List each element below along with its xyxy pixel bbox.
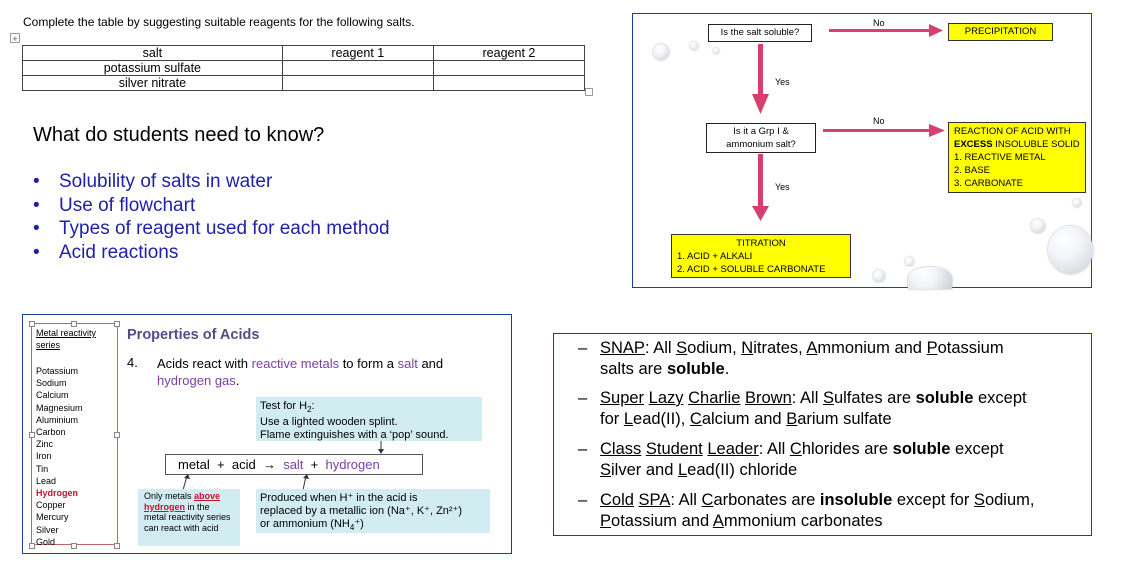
seg: sulfate (838, 410, 892, 428)
eq-hydrogen: hydrogen (325, 457, 380, 472)
cell-reagent-2[interactable] (433, 61, 584, 76)
no-label-2: No (873, 116, 885, 126)
excess-line2 (954, 138, 1080, 151)
note2-line3 (260, 518, 486, 534)
table-move-handle[interactable]: + (10, 33, 20, 43)
note2-line3-post: ⁺) (354, 518, 364, 530)
rule-sulfates (578, 388, 1078, 430)
header-reagent-2: reagent 2 (433, 46, 584, 61)
seg: : All (791, 389, 823, 407)
list-item: Gold (36, 536, 56, 547)
yes-label-2: Yes (775, 182, 790, 192)
ul: P (600, 512, 612, 530)
question-grp1-box (706, 123, 816, 153)
table-resize-handle[interactable] (585, 88, 593, 96)
point-end: . (235, 373, 240, 388)
seg: hlorides (801, 440, 860, 458)
seg: arium (797, 410, 839, 428)
test-sub: 2 (307, 405, 312, 415)
rule-text (600, 439, 1078, 481)
list-item-text: Solubility of salts in water (59, 171, 273, 192)
rule-snap (578, 338, 1078, 380)
seg: , (680, 410, 690, 428)
ul: S (822, 389, 834, 407)
ul: rown (756, 389, 792, 407)
need-to-know-list (33, 170, 390, 264)
seg: and (641, 461, 678, 479)
list-item: Carbon (36, 427, 66, 438)
eq-plus: + (310, 457, 319, 472)
excess-line1: REACTION OF ACID WITH (954, 126, 1071, 137)
titration-item: 2. ACID + SOLUBLE CARBONATE (677, 264, 826, 275)
seg: . (724, 360, 730, 378)
insoluble-bold: insoluble (819, 491, 893, 509)
list-item: Magnesium (36, 402, 83, 413)
list-item-text: Types of reagent used for each method (59, 218, 390, 239)
ul: tudent (656, 440, 703, 458)
arrow-test-to-hydrogen (378, 441, 384, 454)
seg: are (859, 440, 893, 458)
list-item-text: Acid reactions (59, 241, 179, 263)
precipitation-text: PRECIPITATION (964, 26, 1037, 37)
header-salt: salt (23, 46, 283, 61)
titration-box (671, 234, 851, 278)
salt-flowchart (632, 13, 1092, 288)
rule-chlorides (578, 439, 1078, 481)
arrow-yes-1 (752, 44, 769, 114)
table-row (23, 61, 585, 76)
ul: L (648, 389, 658, 407)
eq-acid: acid (231, 457, 256, 472)
need-to-know-title: What do students need to know? (33, 124, 325, 146)
test-colon: : (311, 400, 315, 412)
table-instruction: Complete the table by suggesting suitable reagents for the following salts. (23, 15, 415, 29)
table-row (23, 76, 585, 91)
cell-reagent-1[interactable] (282, 61, 433, 76)
ul: L (707, 440, 717, 458)
ul: harlie (700, 389, 741, 407)
seg: arbonates (713, 491, 787, 509)
ul: S (600, 389, 612, 407)
list-item-text: Use of flowchart (59, 194, 196, 216)
list-item: Zinc (36, 439, 54, 450)
note1-rest: in the metal reactivity series can react with acid (144, 501, 231, 533)
ul: NAP (611, 339, 645, 357)
seg: odium, (984, 491, 1035, 509)
point-hydrogen-gas: hydrogen gas (157, 373, 236, 388)
word-equation (165, 454, 423, 475)
series-title-2: series (36, 340, 61, 350)
ul: eader (716, 440, 759, 458)
soluble-bold: soluble (915, 389, 974, 407)
test-pre: Test for H (260, 400, 308, 412)
point-mid: to form a (339, 356, 398, 371)
cell-reagent-1[interactable] (282, 76, 433, 91)
seg: ulfates (833, 389, 883, 407)
arrow-yes-2 (752, 154, 769, 221)
eq-metal: metal (178, 457, 210, 472)
note1-pre: Only metals (144, 491, 195, 501)
excess-bold: EXCESS (954, 139, 993, 150)
ul: A (806, 339, 818, 357)
seg: and (677, 512, 713, 530)
rule-text (600, 338, 1078, 380)
rule-carbonates (578, 490, 1078, 532)
rule-dash: – (578, 389, 588, 407)
eq-plus: + (217, 457, 225, 472)
point-salt: salt (397, 356, 418, 371)
list-item: Aluminium (36, 414, 79, 425)
question-soluble-text: Is the salt soluble? (720, 27, 800, 38)
seg: mmonium (723, 512, 797, 530)
list-item-hydrogen: Hydrogen (36, 488, 79, 499)
ul: old (611, 491, 634, 509)
note2-line2: replaced by a metallic ion (Na⁺, K⁺, Zn²⁺) (260, 505, 463, 517)
seg: except (973, 389, 1027, 407)
seg: and (749, 410, 787, 428)
titration-title: TITRATION (736, 238, 786, 249)
list-item: Silver (36, 524, 59, 535)
ul: A (712, 512, 724, 530)
eq-arrow: → (262, 457, 276, 472)
ul: P (926, 339, 938, 357)
precipitation-box (948, 23, 1053, 41)
note2-line3-pre: or ammonium (NH (260, 518, 350, 530)
rule-dash: – (578, 440, 588, 458)
list-item (33, 194, 390, 218)
soluble-bold: soluble (666, 360, 725, 378)
ul: L (623, 410, 634, 428)
ul: B (786, 410, 798, 428)
seg: except for (892, 491, 974, 509)
bullet: • (33, 194, 40, 216)
seg: chloride (734, 461, 798, 479)
point-pre: Acids react with (157, 356, 252, 371)
ul: L (677, 461, 688, 479)
ul: C (600, 491, 612, 509)
ul: uper (611, 389, 645, 407)
seg: mmonium (817, 339, 890, 357)
list-item: Sodium (36, 378, 67, 389)
rule-text (600, 490, 1078, 532)
list-item: Calcium (36, 390, 69, 401)
no-label-1: No (873, 18, 885, 28)
list-item: Tin (36, 463, 49, 474)
ul: C (600, 440, 612, 458)
cell-salt: potassium sulfate (23, 61, 283, 76)
eq-salt: salt (283, 457, 304, 472)
titration-item: 1. ACID + ALKALI (677, 251, 753, 262)
seg: carbonates (796, 512, 883, 530)
list-item (33, 170, 390, 194)
rule-text (600, 388, 1078, 430)
salts-table (22, 45, 585, 91)
metals-above-note (138, 489, 240, 546)
point-reactive-metals: reactive metals (251, 356, 340, 371)
list-item: Potassium (36, 366, 79, 376)
header-reagent-1: reagent 1 (282, 46, 433, 61)
ul: C (689, 410, 702, 428)
point-and: and (417, 356, 444, 371)
soluble-bold: soluble (892, 440, 951, 458)
list-item: Mercury (36, 512, 69, 523)
seg: ead(II) (687, 461, 735, 479)
seg: and (889, 339, 927, 357)
seg: salts are (600, 360, 667, 378)
ul: S (973, 491, 985, 509)
ul: N (741, 339, 754, 357)
ul: C (701, 491, 714, 509)
seg: are (786, 491, 820, 509)
ul: S (645, 440, 657, 458)
rule-dash: – (578, 491, 588, 509)
seg: are (882, 389, 916, 407)
bullet: • (33, 171, 40, 192)
ul: azy (657, 389, 684, 407)
cell-salt: silver nitrate (23, 76, 283, 91)
list-item: Lead (36, 475, 57, 486)
list-item (33, 241, 390, 265)
ul: SPA (638, 491, 671, 509)
salt-origin-note (256, 489, 490, 533)
seg: ilver (611, 461, 642, 479)
seg: otassium (937, 339, 1004, 357)
seg: : All (758, 440, 790, 458)
bullet: • (33, 241, 40, 263)
note2-line3-sub: 4 (349, 523, 355, 533)
seg: alcium (701, 410, 750, 428)
seg: except (950, 440, 1004, 458)
list-item: Iron (36, 451, 52, 462)
excess-rest: INSOLUBLE SOLID (992, 139, 1080, 150)
ul: C (688, 389, 701, 407)
cell-reagent-2[interactable] (433, 76, 584, 91)
seg: for (600, 410, 624, 428)
test-line2: Use a lighted wooden splint. (260, 416, 398, 429)
excess-item: 1. REACTIVE METAL (954, 152, 1046, 163)
point-number: 4. (127, 355, 138, 370)
question-grp1-line1: Is it a Grp I & (733, 126, 789, 137)
ul: S (600, 339, 612, 357)
ul: S (600, 461, 612, 479)
excess-reaction-box (948, 122, 1086, 193)
ul: B (744, 389, 756, 407)
question-soluble-box (708, 24, 812, 42)
seg: otassium (611, 512, 678, 530)
list-item (33, 217, 390, 241)
seg: itrates (753, 339, 799, 357)
note2-line1: Produced when H⁺ in the acid is (260, 492, 418, 504)
bullet: • (33, 218, 40, 239)
note1-hydrogen: hydrogen (144, 501, 186, 512)
list-item: Copper (36, 500, 66, 511)
excess-item: 2. BASE (954, 165, 990, 176)
ul: S (676, 339, 688, 357)
test-line3: Flame extinguishes with a ‘pop’ sound. (260, 429, 449, 442)
rule1-line1 (600, 339, 1004, 357)
acids-panel (22, 314, 512, 554)
seg: : All (644, 339, 677, 357)
question-grp1-line2: ammonium salt? (726, 139, 796, 150)
solubility-rules (553, 333, 1092, 536)
arrow-no-1 (829, 24, 943, 37)
acids-title: Properties of Acids (127, 327, 260, 343)
seg: odium (687, 339, 733, 357)
note1-above: above (194, 491, 221, 501)
seg: , (798, 339, 807, 357)
table-header-row (23, 46, 585, 61)
ul: C (789, 440, 802, 458)
seg: ead(II) (633, 410, 681, 428)
yes-label-1: Yes (775, 77, 790, 87)
rule-dash: – (578, 339, 588, 357)
seg: : All (670, 491, 702, 509)
arrow-note-to-metal (183, 474, 190, 490)
seg: , (732, 339, 742, 357)
arrow-note-to-salt (303, 474, 309, 490)
series-title-1: Metal reactivity (36, 328, 97, 338)
ul: lass (611, 440, 642, 458)
excess-item: 3. CARBONATE (954, 178, 1023, 189)
